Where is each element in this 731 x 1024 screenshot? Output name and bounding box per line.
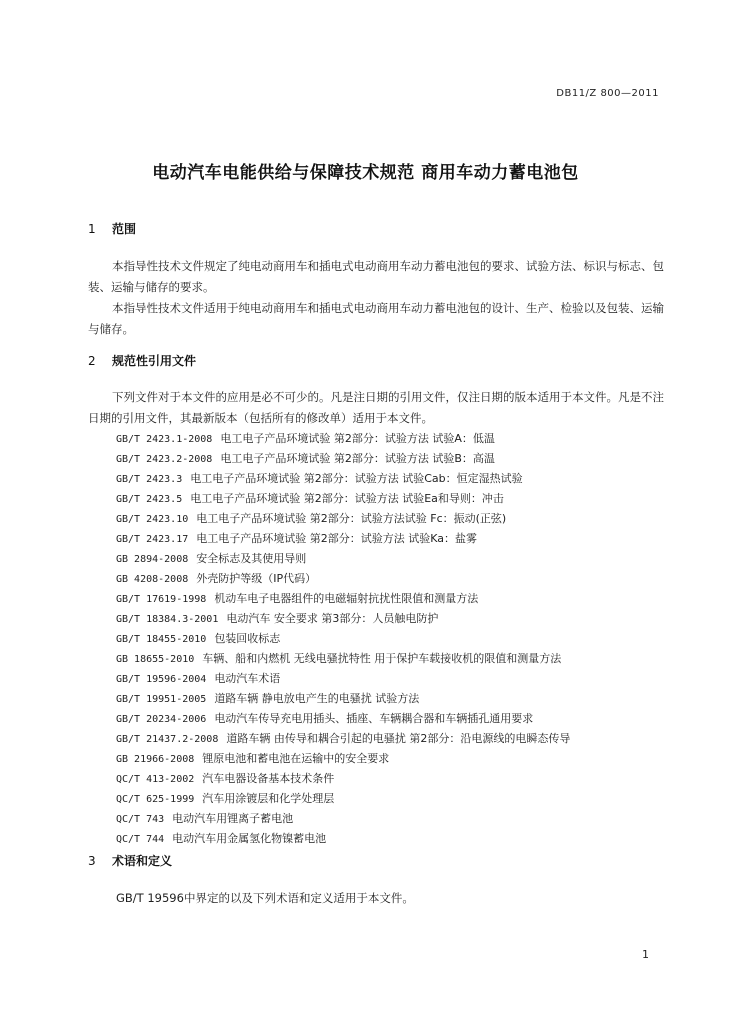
reference-title: 锂原电池和蓄电池在运输中的安全要求: [202, 752, 390, 765]
reference-item: [116, 769, 676, 789]
reference-code: GB/T 2423.17: [116, 534, 189, 545]
reference-item: [116, 509, 676, 529]
reference-item: [116, 589, 676, 609]
reference-title: 汽车用涂镀层和化学处理层: [202, 792, 335, 805]
reference-item: [116, 749, 676, 769]
reference-title: 安全标志及其使用导则: [196, 552, 307, 565]
section-number: 2: [88, 354, 96, 368]
section-title: 规范性引用文件: [112, 354, 197, 368]
reference-item: [116, 549, 676, 569]
reference-item: [116, 649, 676, 669]
reference-code: GB/T 20234-2006: [116, 714, 207, 725]
reference-code: GB 4208-2008: [116, 574, 189, 585]
reference-code: GB/T 21437.2-2008: [116, 734, 219, 745]
reference-code: GB 21966-2008: [116, 754, 195, 765]
reference-code: QC/T 744: [116, 834, 165, 845]
reference-title: 电动汽车用金属氢化物镍蓄电池: [172, 832, 327, 845]
reference-code: GB/T 2423.5: [116, 494, 183, 505]
scope-paragraph-1: 本指导性技术文件规定了纯电动商用车和插电式电动商用车动力蓄电池包的要求、试验方法、标识与标志、包装、运输与储存的要求。: [88, 259, 664, 294]
reference-title: 电工电子产品环境试验 第2部分：试验方法试验 Fc：振动(正弦): [196, 512, 507, 525]
reference-code: GB 2894-2008: [116, 554, 189, 565]
reference-code: GB/T 18384.3-2001: [116, 614, 219, 625]
reference-title: 车辆、船和内燃机 无线电骚扰特性 用于保护车载接收机的限值和测量方法: [202, 652, 562, 665]
reference-code: GB/T 2423.2-2008: [116, 454, 213, 465]
reference-title: 电工电子产品环境试验 第2部分：试验方法 试验A：低温: [220, 432, 495, 445]
section-number: 1: [88, 222, 96, 236]
reference-code: GB/T 18455-2010: [116, 634, 207, 645]
reference-code: GB/T 2423.10: [116, 514, 189, 525]
reference-item: [116, 609, 676, 629]
reference-code: GB 18655-2010: [116, 654, 195, 665]
document-title: 电动汽车电能供给与保障技术规范 商用车动力蓄电池包: [152, 163, 579, 183]
reference-item: [116, 469, 676, 489]
reference-item: [116, 489, 676, 509]
reference-title: 电工电子产品环境试验 第2部分：试验方法 试验B：高温: [220, 452, 495, 465]
reference-item: [116, 429, 676, 449]
reference-title: 电工电子产品环境试验 第2部分：试验方法 试验Ka：盐雾: [196, 532, 478, 545]
reference-code: GB/T 2423.3: [116, 474, 183, 485]
reference-code: GB/T 19951-2005: [116, 694, 207, 705]
references-intro-paragraph: 下列文件对于本文件的应用是必不可少的。凡是注日期的引用文件，仅注日期的版本适用于本文件。凡是不注日期的引用文件，其最新版本（包括所有的修改单）适用于本文件。: [88, 390, 664, 425]
reference-code: GB/T 2423.1-2008: [116, 434, 213, 445]
reference-item: [116, 669, 676, 689]
section-number: 3: [88, 854, 96, 868]
reference-item: [116, 829, 676, 849]
section-2-heading: [88, 352, 196, 369]
section-3-heading: [88, 852, 172, 869]
section-title: 范围: [112, 222, 137, 236]
document-code: DB11/Z 800—2011: [556, 88, 659, 99]
reference-item: [116, 629, 676, 649]
reference-title: 外壳防护等级（IP代码）: [196, 572, 317, 585]
terms-intro-paragraph: GB/T 19596中界定的以及下列术语和定义适用于本文件。: [116, 891, 414, 905]
reference-title: 电工电子产品环境试验 第2部分：试验方法 试验Ea和导则：冲击: [190, 492, 504, 505]
reference-title: 电动汽车用锂离子蓄电池: [172, 812, 294, 825]
reference-item: [116, 709, 676, 729]
reference-item: [116, 529, 676, 549]
reference-item: [116, 689, 676, 709]
scope-paragraph-2: 本指导性技术文件适用于纯电动商用车和插电式电动商用车动力蓄电池包的设计、生产、检验以及包装、运输与储存。: [88, 301, 664, 336]
reference-title: 电动汽车传导充电用插头、插座、车辆耦合器和车辆插孔通用要求: [214, 712, 534, 725]
reference-code: QC/T 625-1999: [116, 794, 195, 805]
reference-title: 汽车电器设备基本技术条件: [202, 772, 335, 785]
normative-reference-list: [116, 429, 676, 849]
reference-title: 电动汽车术语: [214, 672, 281, 685]
reference-title: 道路车辆 由传导和耦合引起的电骚扰 第2部分：沿电源线的电瞬态传导: [226, 732, 571, 745]
reference-title: 机动车电子电器组件的电磁辐射抗扰性限值和测量方法: [214, 592, 479, 605]
section-1-heading: [88, 220, 136, 237]
reference-item: [116, 569, 676, 589]
reference-code: QC/T 413-2002: [116, 774, 195, 785]
reference-code: GB/T 19596-2004: [116, 674, 207, 685]
reference-title: 包装回收标志: [214, 632, 281, 645]
reference-code: QC/T 743: [116, 814, 165, 825]
section-title: 术语和定义: [112, 854, 173, 868]
reference-item: [116, 809, 676, 829]
reference-title: 电动汽车 安全要求 第3部分：人员触电防护: [226, 612, 439, 625]
reference-code: GB/T 17619-1998: [116, 594, 207, 605]
reference-title: 电工电子产品环境试验 第2部分：试验方法 试验Cab：恒定湿热试验: [190, 472, 523, 485]
reference-item: [116, 449, 676, 469]
reference-title: 道路车辆 静电放电产生的电骚扰 试验方法: [214, 692, 420, 705]
page-number: 1: [642, 948, 649, 961]
reference-item: [116, 789, 676, 809]
reference-item: [116, 729, 676, 749]
